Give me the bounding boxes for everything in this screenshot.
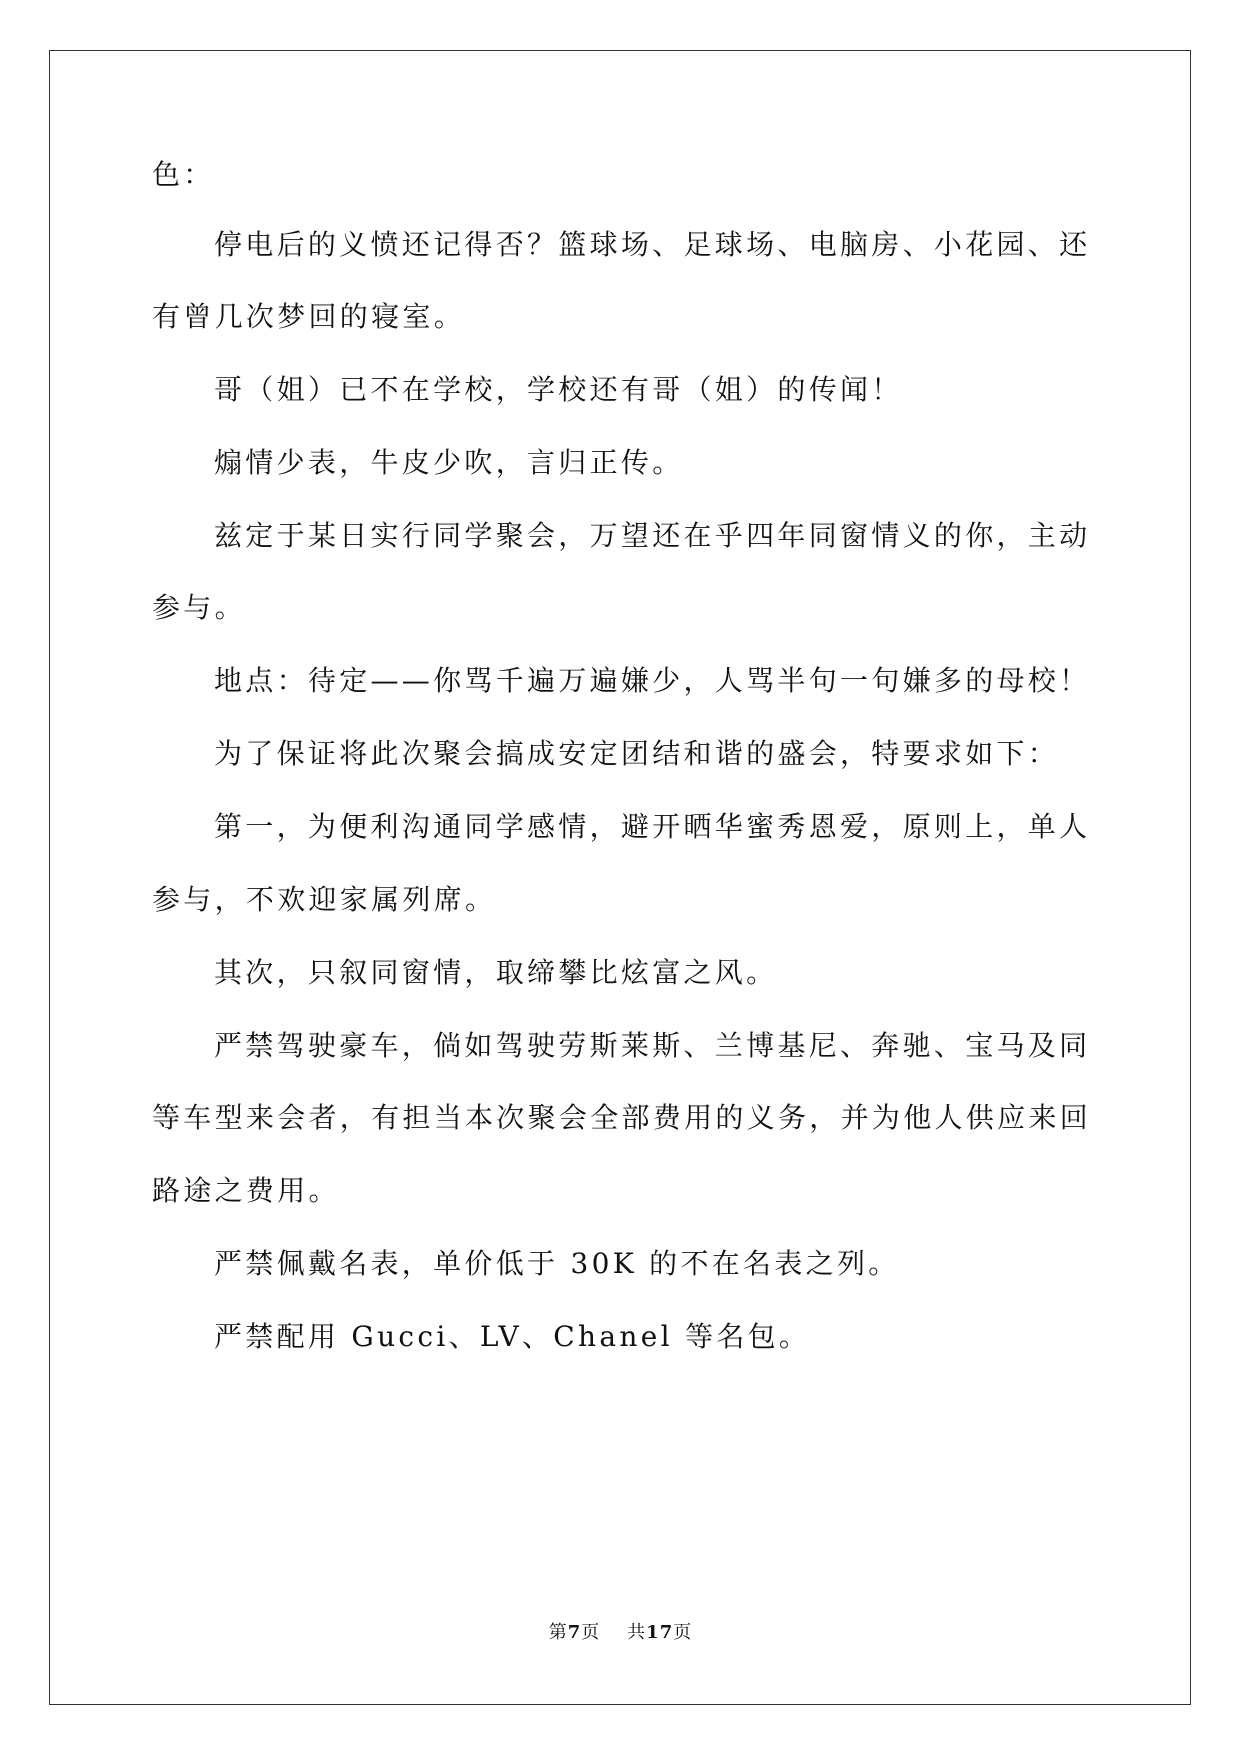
text-line: 停电后的义愤还记得否？篮球场、足球场、电脑房、小花园、还 xyxy=(214,228,1091,261)
page-prefix: 第 xyxy=(548,1622,568,1643)
text-line: 其次，只叙同窗情，取缔攀比炫富之风。 xyxy=(214,956,778,989)
text-line: 严禁驾驶豪车，倘如驾驶劳斯莱斯、兰博基尼、奔驰、宝马及同 xyxy=(214,1029,1091,1062)
total-pages: 17 xyxy=(646,1622,674,1643)
page-number: 7 xyxy=(567,1622,582,1643)
text-line: 地点：待定——你骂千遍万遍嫌少，人骂半句一句嫌多的母校！ xyxy=(214,664,1091,697)
text-line: 等车型来会者，有担当本次聚会全部费用的义务，并为他人供应来回 xyxy=(152,1101,1092,1134)
total-prefix: 共 xyxy=(627,1622,647,1643)
text-line: 煽情少表，牛皮少吹，言归正传。 xyxy=(214,446,684,479)
page-suffix: 页 xyxy=(581,1622,601,1643)
text-line: 哥（姐）已不在学校，学校还有哥（姐）的传闻！ xyxy=(214,373,903,406)
text-line: 色： xyxy=(152,158,215,191)
text-line: 严禁配用 Gucci、LV、Chanel 等名包。 xyxy=(214,1320,811,1353)
text-line: 为了保证将此次聚会搞成安定团结和谐的盛会，特要求如下： xyxy=(214,737,1060,770)
page-footer xyxy=(0,1618,1241,1644)
text-line: 严禁佩戴名表，单价低于 30K 的不在名表之列。 xyxy=(214,1247,900,1280)
text-line: 参与，不欢迎家属列席。 xyxy=(152,883,497,916)
text-line: 兹定于某日实行同学聚会，万望还在乎四年同窗情义的你，主动 xyxy=(214,519,1091,552)
total-suffix: 页 xyxy=(673,1622,693,1643)
text-line: 第一，为便利沟通同学感情，避开晒华蜜秀恩爱，原则上，单人 xyxy=(214,810,1091,843)
text-line: 参与。 xyxy=(152,591,246,624)
text-line: 路途之费用。 xyxy=(152,1174,340,1207)
text-line: 有曾几次梦回的寝室。 xyxy=(152,300,466,333)
